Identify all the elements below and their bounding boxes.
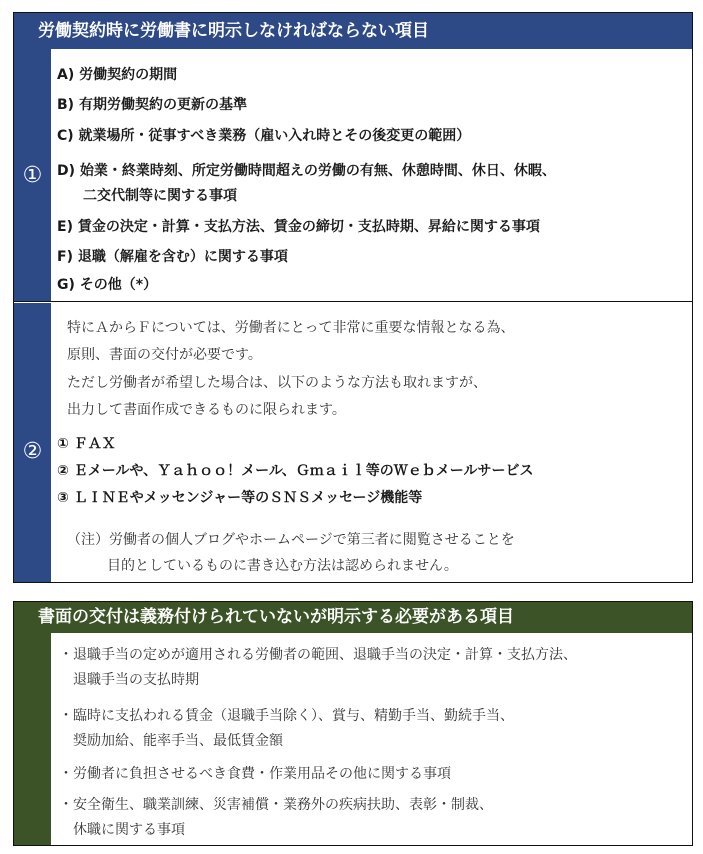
required-items-box [13, 12, 693, 583]
part2-stripe [14, 303, 51, 582]
item-c: C) 就業場所・従事すべき業務（雇い入れ時とその後変更の範囲） [57, 128, 471, 144]
item-d-cont: 二交代制等に関する事項 [83, 188, 237, 204]
section2-stripe [14, 633, 51, 845]
bullet-item-cont: 退職手当の支払時期 [73, 672, 199, 688]
section2-title: 書面の交付は義務付けられていないが明示する必要がある項目 [14, 602, 692, 633]
bullet-item-cont: 休職に関する事項 [73, 822, 185, 838]
part-divider [14, 301, 692, 302]
item-b: B) 有期労働契約の更新の基準 [57, 97, 247, 113]
bullet-item: ・労働者に負担させるべき食費・作業用品その他に関する事項 [59, 766, 451, 782]
section1-title: 労働契約時に労働書に明示しなければならない項目 [14, 13, 692, 49]
bullet-item: ・安全衛生、職業訓練、災害補償・業務外の疾病扶助、表彰・制裁、 [59, 797, 493, 813]
bullet-item: ・退職手当の定めが適用される労働者の範囲、退職手当の決定・計算・支払方法、 [59, 647, 577, 663]
explanation-line: 特にＡからＦについては、労働者にとって非常に重要な情報となる為、 [67, 320, 515, 336]
method-sns: ③ ＬＩＮＥやメッセンジャー等のＳＮＳメッセージ機能等 [57, 490, 423, 506]
method-email: ② Ｅメールや、Ｙａｈｏｏ！メール、Ｇｍａｉｌ等のＷｅｂメールサービス [57, 463, 534, 479]
item-d: D) 始業・終業時刻、所定労働時間超えの労働の有無、休憩時間、休日、休暇、 [57, 163, 556, 179]
part1-stripe [14, 49, 51, 301]
item-g: G) その他（*） [57, 277, 158, 293]
explanation-line: ただし労働者が希望した場合は、以下のような方法も取れますが、 [67, 375, 487, 391]
explanation-line: 出力して書面作成できるものに限られます。 [67, 402, 346, 418]
bullet-item-cont: 奨励加給、能率手当、最低賃金額 [73, 733, 283, 749]
method-fax: ① ＦＡＸ [57, 436, 116, 452]
disclosure-items-box [13, 601, 693, 846]
bullet-item: ・臨時に支払われる賃金（退職手当除く）、賞与、精勤手当、勤続手当、 [59, 708, 514, 724]
note-line: 目的としているものに書き込む方法は認められません。 [107, 558, 458, 574]
part2-number: ② [22, 439, 43, 464]
item-e: E) 賃金の決定・計算・支払方法、賃金の締切・支払時期、昇給に関する事項 [57, 219, 540, 235]
explanation-line: 原則、書面の交付が必要です。 [67, 347, 262, 363]
part1-number: ① [22, 163, 43, 188]
item-f: F) 退職（解雇を含む）に関する事項 [57, 249, 288, 265]
item-a: A) 労働契約の期間 [57, 67, 178, 83]
note-line: （注）労働者の個人ブログやホームページで第三者に閲覧させることを [67, 532, 515, 548]
